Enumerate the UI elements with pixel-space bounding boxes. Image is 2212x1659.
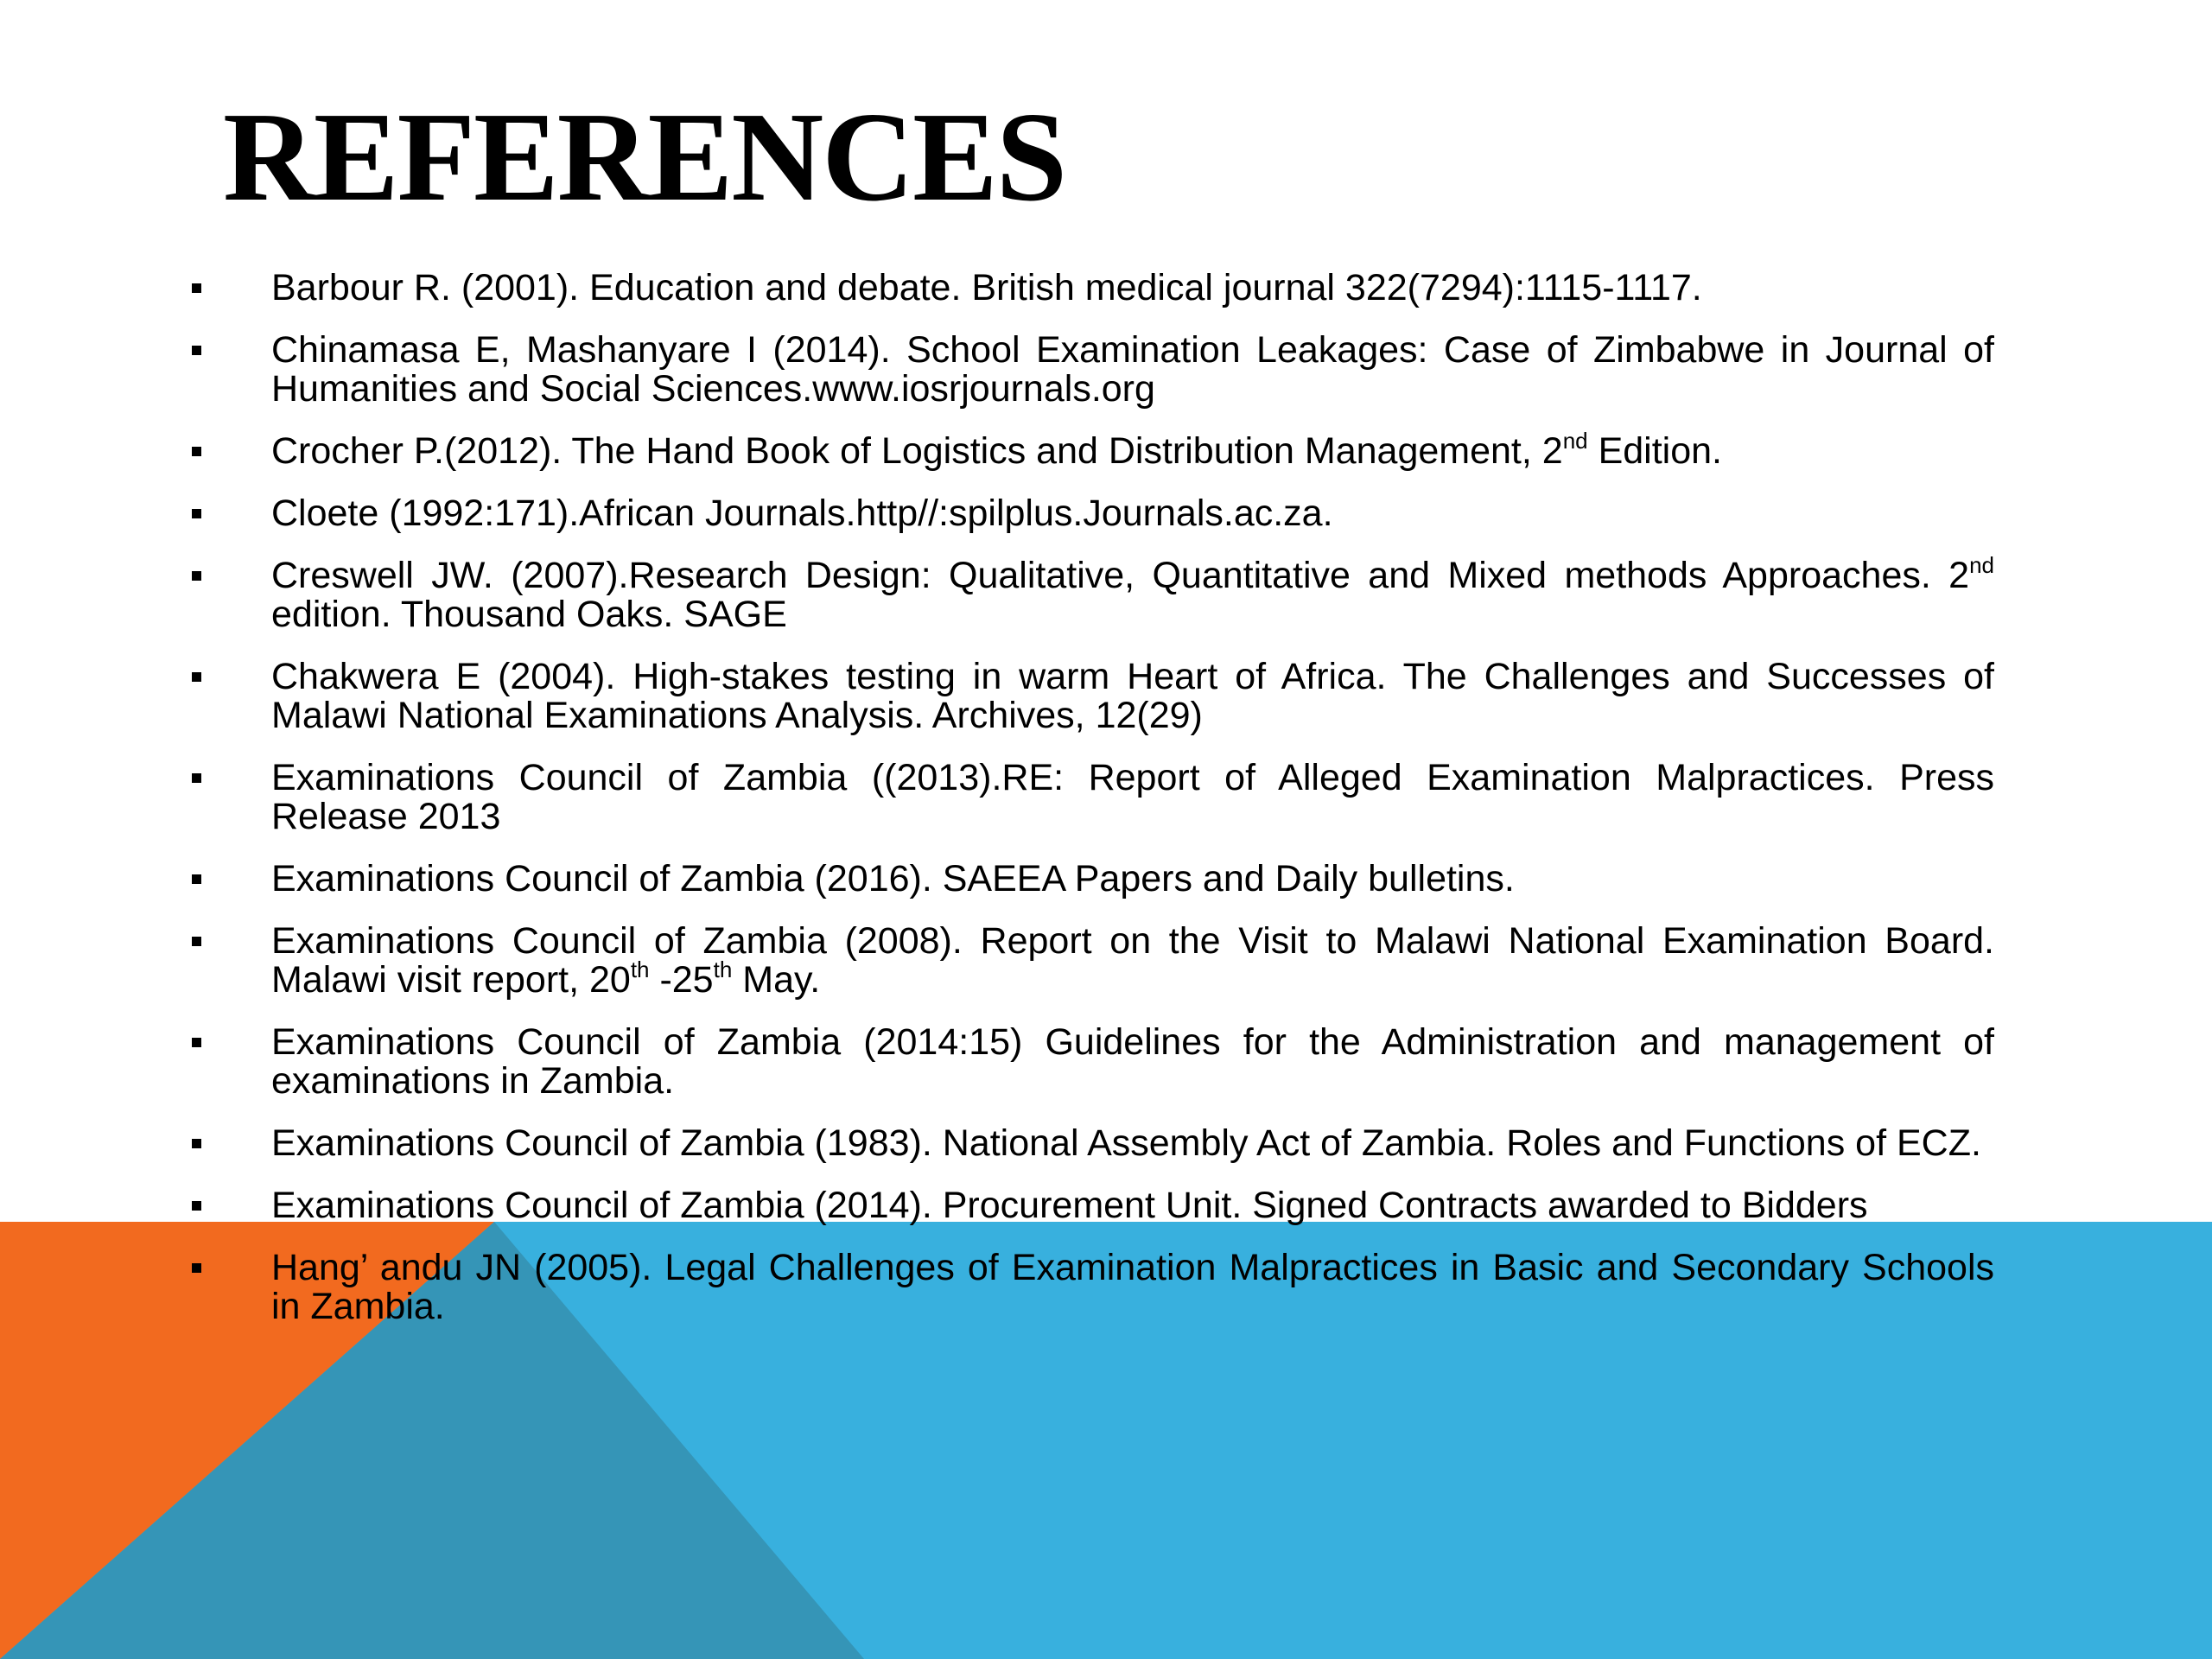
reference-text: Examinations Council of Zambia ((2013).RE: Report of Alleged Examination Malpractices. Press Release 2013 <box>271 757 1994 837</box>
bullet-icon <box>192 1263 201 1273</box>
reference-item <box>271 1023 1994 1101</box>
reference-item <box>271 860 1994 899</box>
reference-text: Examinations Council of Zambia (2014). Procurement Unit. Signed Contracts awarded to Bidders <box>271 1185 1868 1226</box>
bullet-icon <box>192 672 201 682</box>
reference-text: edition. Thousand Oaks. SAGE <box>271 594 787 635</box>
reference-text: Creswell JW. (2007).Research Design: Qualitative, Quantitative and Mixed methods Approaches. 2 <box>271 555 1970 596</box>
bullet-icon <box>192 283 201 293</box>
reference-text: Crocher P.(2012). The Hand Book of Logistics and Distribution Management, 2 <box>271 430 1563 472</box>
reference-text: Edition. <box>1587 430 1722 472</box>
bullet-icon <box>192 874 201 884</box>
bullet-icon <box>192 509 201 518</box>
reference-text: May. <box>732 959 821 1001</box>
reference-item <box>271 759 1994 836</box>
reference-item <box>271 1249 1994 1326</box>
reference-superscript: nd <box>1562 428 1588 454</box>
reference-item <box>271 1124 1994 1163</box>
bullet-icon <box>192 571 201 581</box>
reference-text: Examinations Council of Zambia (2016). SAEEA Papers and Daily bulletins. <box>271 858 1515 899</box>
reference-superscript: th <box>713 957 733 982</box>
bullet-icon <box>192 1038 201 1047</box>
reference-text: Chakwera E (2004). High-stakes testing in warm Heart of Africa. The Challenges and Successes of Malawi National Examinations Analysis. Archives, 12(29) <box>271 656 1994 736</box>
bullet-icon <box>192 1139 201 1148</box>
reference-text: Examinations Council of Zambia (2008). Report on the Visit to Malawi National Examination Board. Malawi visit report, 20 <box>271 920 1994 1001</box>
bullet-icon <box>192 937 201 946</box>
reference-list <box>271 269 1994 1350</box>
reference-item <box>271 658 1994 735</box>
reference-item <box>271 331 1994 409</box>
reference-item <box>271 1186 1994 1225</box>
reference-text: Hang’ andu JN (2005). Legal Challenges of Examination Malpractices in Basic and Secondary Schools in Zambia. <box>271 1247 1994 1327</box>
bullet-icon <box>192 346 201 355</box>
reference-superscript: nd <box>1969 552 1994 578</box>
reference-text: Chinamasa E, Mashanyare I (2014). School Examination Leakages: Case of Zimbabwe in Journal of Humanities and Social Sciences.www.iosrjournals.org <box>271 329 1994 410</box>
bullet-icon <box>192 447 201 456</box>
reference-text: Barbour R. (2001). Education and debate. British medical journal 322(7294):1115-1117. <box>271 267 1702 308</box>
reference-item <box>271 494 1994 533</box>
reference-text: -25 <box>649 959 714 1001</box>
reference-text: Examinations Council of Zambia (2014:15) Guidelines for the Administration and management of examinations in Zambia. <box>271 1021 1994 1102</box>
reference-text: Cloete (1992:171).African Journals.http//:spilplus.Journals.ac.za. <box>271 493 1333 534</box>
reference-item <box>271 428 1994 472</box>
reference-item <box>271 552 1994 635</box>
reference-item <box>271 269 1994 308</box>
bullet-icon <box>192 1201 201 1211</box>
reference-superscript: th <box>630 957 650 982</box>
reference-item <box>271 922 1994 1000</box>
bullet-icon <box>192 773 201 783</box>
slide-title: REFERENCES <box>223 86 1066 228</box>
reference-text: Examinations Council of Zambia (1983). National Assembly Act of Zambia. Roles and Functions of ECZ. <box>271 1122 1981 1164</box>
